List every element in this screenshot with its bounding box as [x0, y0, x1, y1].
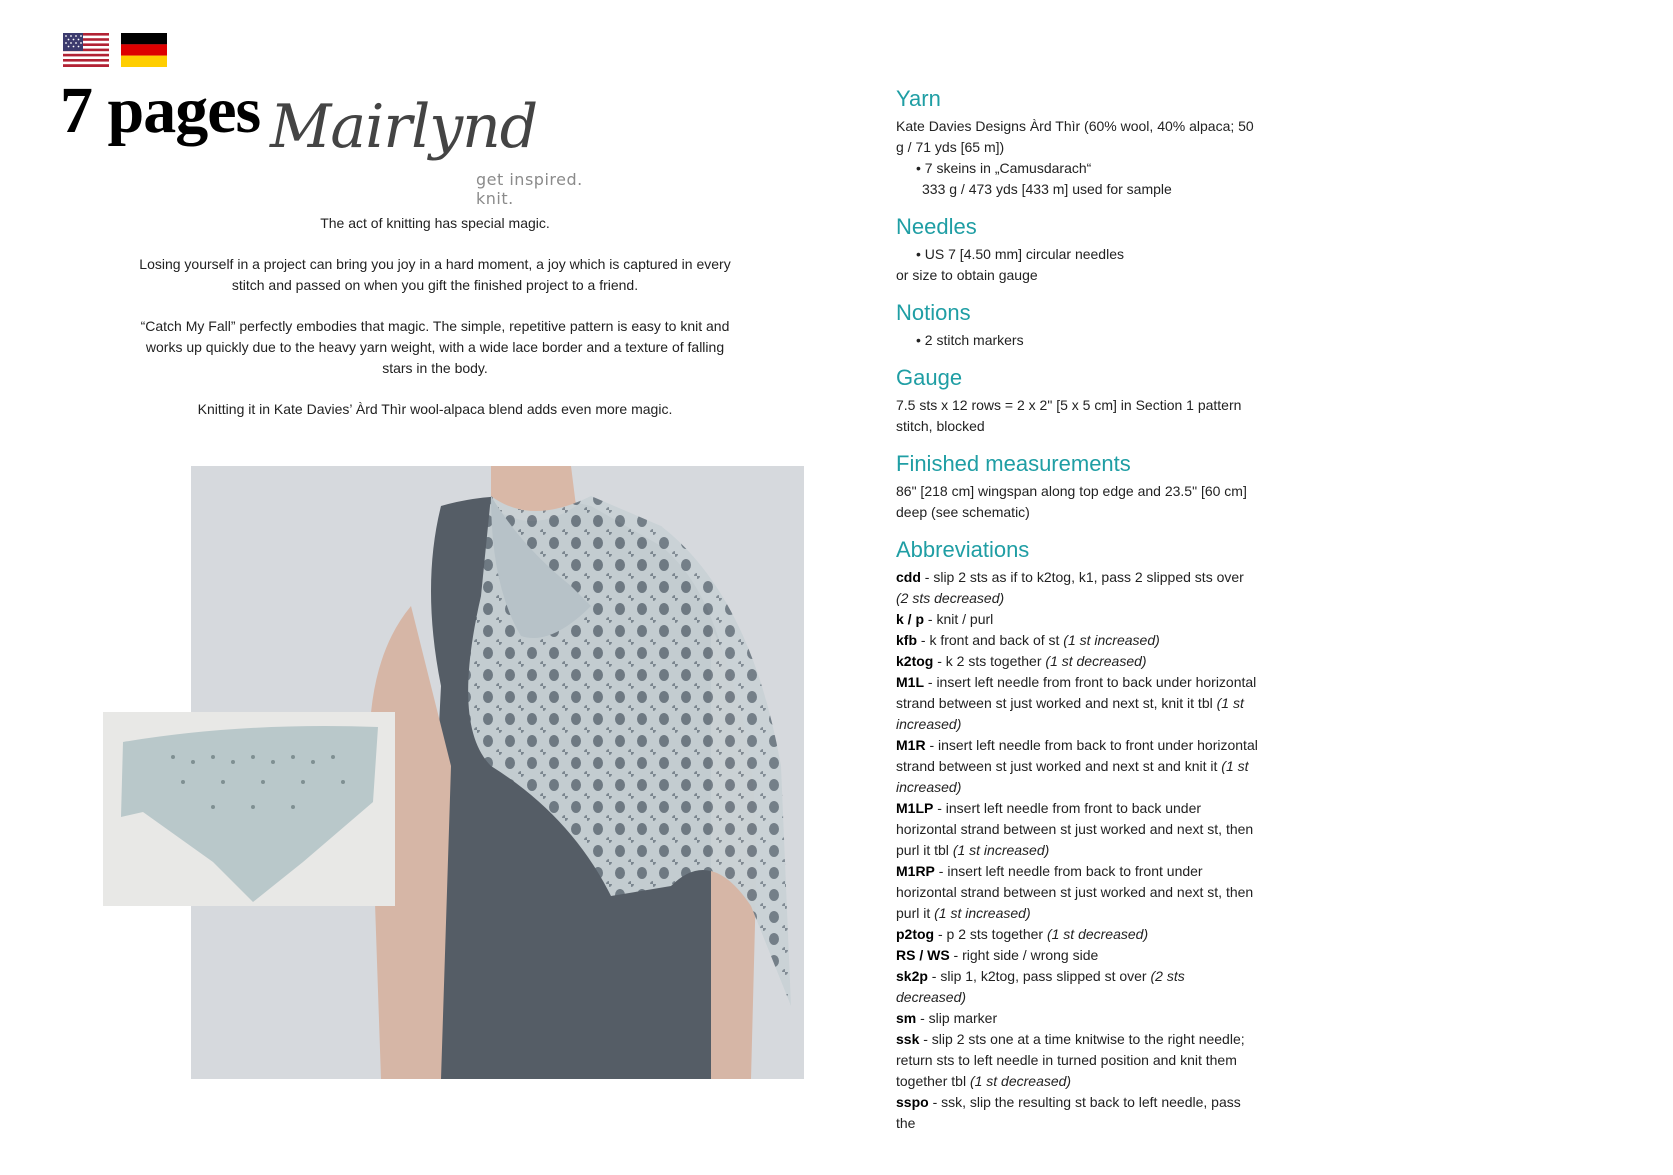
abbreviation-item — [896, 1029, 1258, 1092]
abbreviation-term: cdd — [896, 569, 921, 585]
abbreviation-note: (1 st decreased) — [1046, 926, 1149, 942]
de-flag-icon[interactable] — [121, 33, 167, 67]
abbreviation-desc: - slip 2 sts as if to k2tog, k1, pass 2 slipped sts over — [920, 569, 1244, 585]
abbreviation-note: (1 st decreased) — [969, 1073, 1072, 1089]
gauge-text: 7.5 sts x 12 rows = 2 x 2" [5 x 5 cm] in Section 1 pattern stitch, blocked — [896, 397, 1242, 434]
intro-paragraph: Losing yourself in a project can bring you joy in a hard moment, a joy which is captured in every stitch and passed on when you gift the finished project to a friend. — [139, 256, 731, 293]
intro-text — [130, 213, 740, 440]
shawl-flat-photo — [103, 712, 395, 906]
abbreviation-item — [896, 861, 1258, 924]
abbreviation-term: M1LP — [896, 800, 934, 816]
abbreviation-term: k2tog — [896, 653, 934, 669]
logo-tagline: get inspired. knit. — [476, 170, 583, 208]
intro-paragraph: The act of knitting has special magic. — [320, 215, 550, 231]
us-flag-icon[interactable] — [63, 33, 109, 67]
needles-section — [896, 212, 1258, 286]
logo-script: Mairlynd — [270, 92, 538, 162]
abbreviation-desc: - insert left needle from back to front under horizontal strand between st just worked and next st, then purl it — [896, 863, 1254, 921]
abbreviation-term: M1R — [896, 737, 926, 753]
finished-section — [896, 449, 1258, 523]
abbreviation-note: (2 sts decreased) — [896, 968, 1185, 1005]
gauge-section — [896, 363, 1258, 437]
abbreviation-item — [896, 945, 1258, 966]
intro-paragraph: Knitting it in Kate Davies’ Àrd Thìr wool-alpaca blend adds even more magic. — [197, 401, 673, 417]
language-flags — [63, 33, 167, 67]
abbreviation-item — [896, 924, 1258, 945]
abbreviation-term: M1L — [896, 674, 924, 690]
abbreviation-desc: - slip marker — [916, 1010, 998, 1026]
finished-heading: Finished measurements — [896, 451, 1131, 476]
notions-section — [896, 298, 1258, 351]
abbreviation-item — [896, 630, 1258, 651]
abbreviation-term: M1RP — [896, 863, 935, 879]
abbreviation-desc: - slip 1, k2tog, pass slipped st over — [927, 968, 1151, 984]
abbreviation-item — [896, 966, 1258, 1008]
abbreviation-item — [896, 1092, 1258, 1134]
notions-bullet: • 2 stitch markers — [916, 332, 1024, 348]
notions-heading: Notions — [896, 300, 971, 325]
needles-heading: Needles — [896, 214, 977, 239]
abbreviation-note: (1 st increased) — [952, 842, 1050, 858]
abbreviation-note: (1 st increased) — [896, 758, 1249, 795]
intro-paragraph: “Catch My Fall” perfectly embodies that magic. The simple, repetitive pattern is easy to knit and works up quickly due to the heavy yarn weight, with a wide lace border and a texture of falling stars in the body. — [140, 318, 730, 376]
abbreviation-term: p2tog — [896, 926, 935, 942]
mairlynd-logo — [258, 92, 618, 208]
abbreviation-term: sk2p — [896, 968, 928, 984]
abbreviation-item — [896, 651, 1258, 672]
abbreviation-desc: - ssk, slip the resulting st back to left needle, pass the — [896, 1094, 1241, 1131]
abbreviation-desc: - right side / wrong side — [949, 947, 1099, 963]
needles-bullet: • US 7 [4.50 mm] circular needles — [916, 246, 1124, 262]
abbreviation-term: ssk — [896, 1031, 920, 1047]
abbreviation-desc: - insert left needle from front to back under horizontal strand between st just worked and next st, then purl it tbl — [896, 800, 1254, 858]
page-count-title: 7 pages — [60, 74, 261, 147]
yarn-bullet: • 7 skeins in „Camusdarach“ — [916, 160, 1092, 176]
abbreviation-desc: - knit / purl — [924, 611, 994, 627]
abbreviation-note: (1 st increased) — [934, 905, 1031, 921]
abbreviation-term: k / p — [896, 611, 925, 627]
abbreviation-desc: - slip 2 sts one at a time knitwise to the right needle; return sts to left needle in turned position and knit them together tbl — [896, 1031, 1245, 1089]
abbreviation-item — [896, 609, 1258, 630]
yarn-bullet-cont: 333 g / 473 yds [433 m] used for sample — [922, 181, 1172, 197]
abbreviation-item — [896, 735, 1258, 798]
abbreviation-term: sm — [896, 1010, 917, 1026]
abbreviations-heading: Abbreviations — [896, 537, 1030, 562]
abbreviation-desc: - k front and back of st — [917, 632, 1064, 648]
abbreviation-desc: - p 2 sts together — [934, 926, 1047, 942]
abbreviation-term: kfb — [896, 632, 917, 648]
abbreviation-note: (1 st increased) — [896, 695, 1244, 732]
gauge-heading: Gauge — [896, 365, 963, 390]
abbreviation-item — [896, 672, 1258, 735]
needles-text: or size to obtain gauge — [896, 267, 1038, 283]
abbreviations-section — [896, 535, 1258, 1134]
abbreviation-term: RS / WS — [896, 947, 950, 963]
abbreviation-desc: - k 2 sts together — [933, 653, 1046, 669]
abbreviation-item — [896, 798, 1258, 861]
abbreviation-term: sspo — [896, 1094, 929, 1110]
abbreviation-note: (1 st increased) — [1063, 632, 1160, 648]
finished-text: 86" [218 cm] wingspan along top edge and 23.5" [60 cm] deep (see schematic) — [896, 483, 1247, 520]
abbreviation-desc: - insert left needle from back to front under horizontal strand between st just worked and next st and knit it — [896, 737, 1258, 774]
pattern-details — [896, 84, 1258, 1146]
yarn-section — [896, 84, 1258, 200]
abbreviation-item — [896, 1008, 1258, 1029]
yarn-text: Kate Davies Designs Àrd Thìr (60% wool, 40% alpaca; 50 g / 71 yds [65 m]) — [896, 118, 1254, 155]
yarn-heading: Yarn — [896, 86, 941, 111]
abbreviations-list — [896, 567, 1258, 1134]
abbreviation-note: (1 st decreased) — [1045, 653, 1147, 669]
abbreviation-desc: - insert left needle from front to back under horizontal strand between st just worked and next st, knit it tbl — [896, 674, 1257, 711]
abbreviation-item — [896, 567, 1258, 609]
abbreviation-note: (2 sts decreased) — [896, 590, 1005, 606]
